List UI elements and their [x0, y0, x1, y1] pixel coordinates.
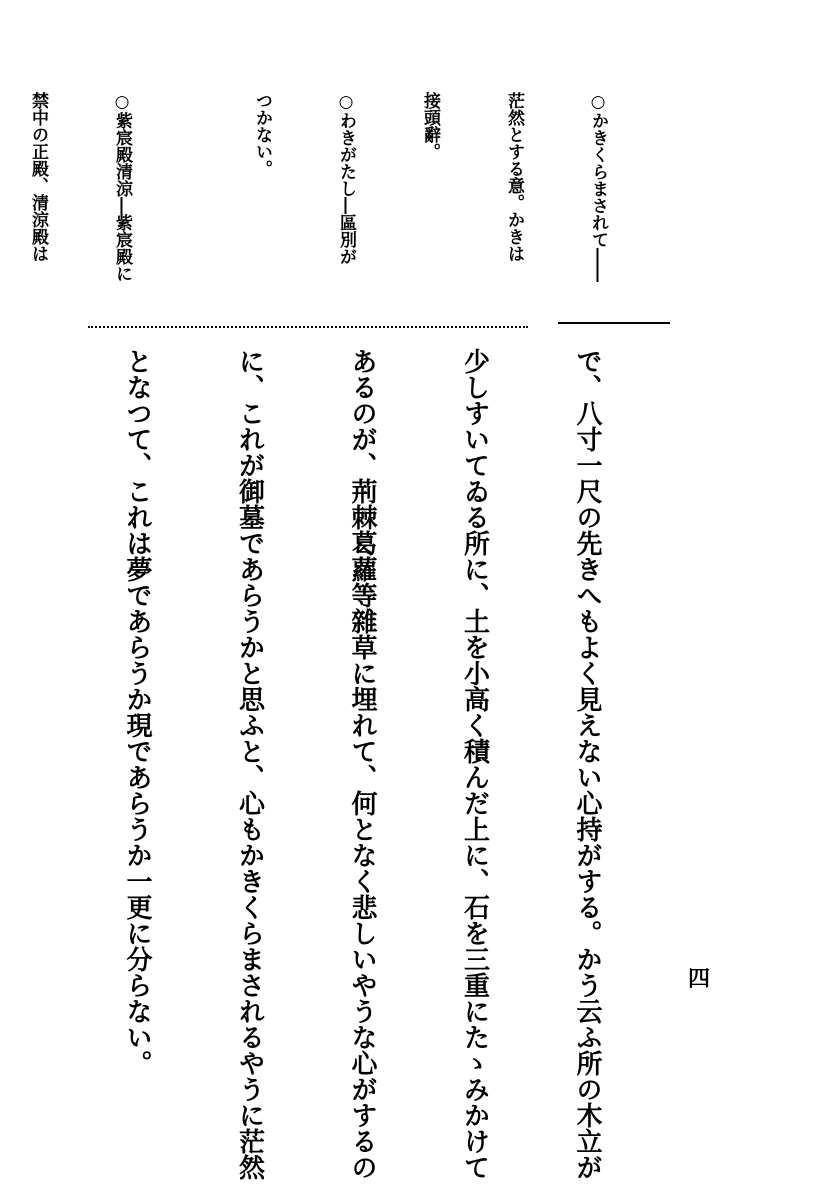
annotation-block: [28, 92, 668, 327]
text-line: あるのが、荊棘葛蘿等雜草に埋れて、何となく悲しいやうな心がするの: [347, 348, 377, 1180]
page-number: 四: [688, 966, 711, 992]
text-line: となつて、これは夢であらうか現であらうか一更に分らない。: [122, 348, 152, 1076]
note-line: ○わきがたし―區別が: [336, 92, 356, 265]
annotation-divider-dotted: [88, 326, 528, 328]
text-line: 少しすいてゐる所に、土を小高く積んだ上に、石を三重にたゝみかけて: [459, 348, 490, 1180]
annotation-divider: [558, 322, 670, 324]
text-line: で、八寸一尺の先きへもよく見えない心持がする。かう云ふ所の木立が: [572, 348, 602, 1180]
main-text: [80, 348, 680, 1180]
note-line: ○かきくらまされて――: [588, 92, 608, 282]
note-line: ○紫宸殿清涼―紫宸殿に: [112, 92, 132, 282]
note-line: 禁中の正殿、清涼殿は: [28, 92, 48, 262]
note-line: 茫然とする意。かきは: [504, 92, 524, 262]
note-line: 接頭辭。: [420, 92, 440, 160]
text-line: に、これが御墓であらうかと思ふと、心もかきくらまされるやうに茫然: [234, 348, 265, 1180]
note-line: つかない。: [252, 92, 272, 177]
